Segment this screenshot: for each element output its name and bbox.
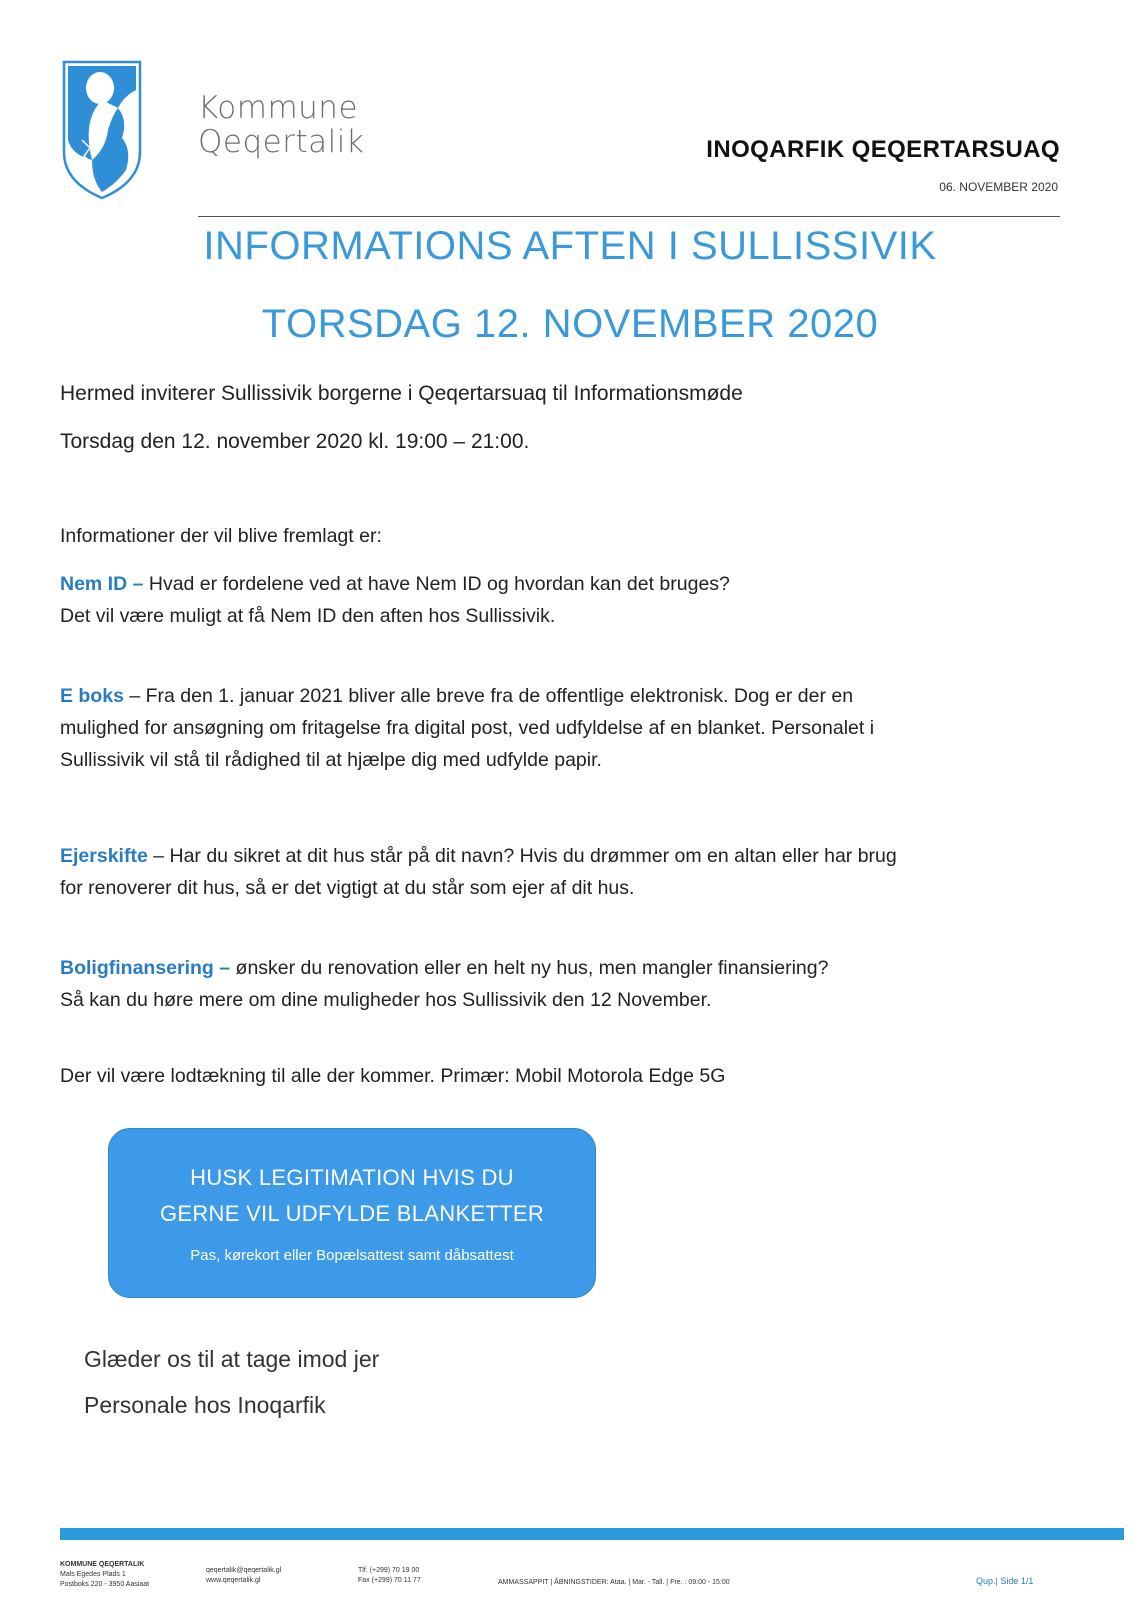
title-line-1: INFORMATIONS AFTEN I SULLISSIVIK: [203, 224, 937, 268]
id-reminder-callout: [108, 1128, 596, 1298]
footer-tel: Tlf. (+299) 70 19 00: [358, 1567, 420, 1574]
footer-web[interactable]: www.qeqertalik.gl: [206, 1577, 261, 1584]
section-nemid-line-2: Det vil være muligt at få Nem ID den aften hos Sullissivik.: [60, 605, 556, 627]
footer-phone: [358, 1566, 421, 1586]
intro-line-2: Torsdag den 12. november 2020 kl. 19:00 – 21:00.: [60, 430, 530, 453]
closing-line-1: Glæder os til at tage imod jer: [84, 1346, 380, 1372]
footer-email[interactable]: qeqertalik@qeqertalik.gl: [206, 1567, 282, 1574]
section-nemid-title: Nem ID –: [60, 573, 144, 595]
intro-line-1: Hermed inviterer Sullissivik borgerne i Qeqertarsuaq til Informationsmøde: [60, 382, 743, 405]
footer-hours: AMMASSAPPIT | ÅBNINGSTIDER: Ataa. | Mar. - Tall. | Fre. : 09:00 - 15:00: [498, 1579, 730, 1586]
closing-signature: Personale hos Inoqarfik: [84, 1392, 326, 1418]
footer-address-line-1: Mals Egedes Plads 1: [60, 1571, 126, 1578]
section-bolig-line-1: Boligfinansering – ønsker du renovation eller en helt ny hus, men mangler finansiering?: [60, 957, 829, 979]
section-eboks-line-2: mulighed for ansøgning om fritagelse fra digital post, ved udfyldelse af en blanket. Personalet i: [60, 717, 875, 739]
logo-text-kommune: Kommune: [198, 90, 359, 126]
logo-text-qeqertalik: Qeqertalik: [198, 124, 365, 160]
title-line-2: TORSDAG 12. NOVEMBER 2020: [261, 302, 879, 346]
footer-address-line-2: Postboks 220 - 3950 Aasiaat: [60, 1581, 150, 1588]
section-ejerskifte-line-2: for renoverer dit hus, så er det vigtigt at du står som ejer af dit hus.: [60, 877, 635, 899]
section-ejerskifte-line-1: Ejerskifte – Har du sikret at dit hus står på dit navn? Hvis du drømmer om en altan eller har brug: [60, 845, 897, 867]
section-bolig-title: Boligfinansering –: [60, 957, 231, 979]
section-ejerskifte-title: Ejerskifte: [60, 845, 148, 867]
callout-line-2: GERNE VIL UDFYLDE BLANKETTER: [159, 1201, 545, 1226]
section-eboks-line-1: E boks – Fra den 1. januar 2021 bliver alle breve fra de offentlige elektronisk. Dog er der en: [60, 685, 854, 707]
callout-line-1: HUSK LEGITIMATION HVIS DU: [190, 1165, 514, 1190]
footer-page-number: Qup.| Side 1/1: [976, 1576, 1034, 1586]
section-eboks-title: E boks: [60, 685, 124, 707]
section-nemid-line-1: Nem ID – Hvad er fordelene ved at have Nem ID og hvordan kan det bruges?: [60, 573, 730, 595]
callout-subtext: Pas, kørekort eller Bopælsattest samt dåbsattest: [190, 1247, 514, 1264]
section-bolig-line-2: Så kan du høre mere om dine muligheder hos Sullissivik den 12 November.: [60, 989, 712, 1011]
department-name: INOQARFIK QEQERTARSUAQ: [706, 136, 1060, 163]
header-divider: [198, 216, 1060, 217]
footer-fax: Fax (+299) 70 11 77: [358, 1577, 421, 1584]
section-eboks-line-3: Sullissivik vil stå til rådighed til at hjælpe dig med udfylde papir.: [60, 749, 602, 771]
footer-bar: [60, 1528, 1124, 1540]
lottery-note: Der vil være lodtækning til alle der kommer. Primær: Mobil Motorola Edge 5G: [60, 1065, 726, 1087]
document-date: 06. NOVEMBER 2020: [939, 180, 1058, 194]
list-intro: Informationer der vil blive fremlagt er:: [60, 525, 382, 547]
footer-org: KOMMUNE QEQERTALIK: [60, 1561, 145, 1568]
footer-contact: [206, 1566, 281, 1586]
coat-of-arms-logo: [62, 60, 142, 200]
footer-address: [60, 1560, 149, 1590]
